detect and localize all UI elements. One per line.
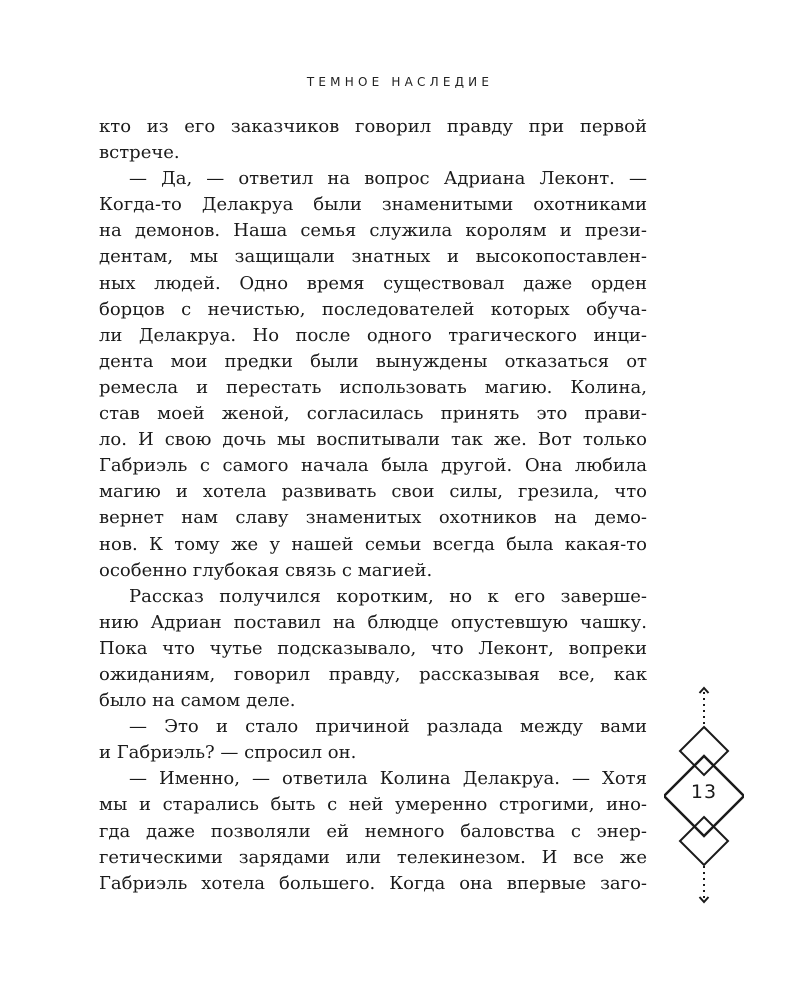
text-line: — Это и стало причиной разлада между вами bbox=[129, 716, 647, 738]
text-line: мы и старались быть с ней умеренно строгими, ино- bbox=[99, 794, 647, 816]
text-line: нов. К тому же у нашей семьи всегда была какая-то bbox=[99, 533, 647, 555]
text-line: магию и хотела развивать свои силы, грезила, что bbox=[99, 481, 647, 503]
text-line: на демонов. Наша семья служила королям и прези- bbox=[99, 220, 647, 242]
text-line: ли Делакруа. Но после одного трагического инци- bbox=[99, 324, 647, 346]
lower-diamond-icon bbox=[680, 817, 728, 865]
text-line: и Габриэль? — спросил он. bbox=[99, 742, 357, 764]
body-text bbox=[99, 114, 647, 897]
text-line: дента мои предки были вынуждены отказаться от bbox=[99, 350, 647, 372]
text-line: дентам, мы защищали знатных и высокопоставлен- bbox=[99, 246, 647, 268]
text-line: Габриэль с самого начала была другой. Она любила bbox=[99, 455, 647, 477]
text-line: Габриэль хотела большего. Когда она впервые заго- bbox=[99, 872, 647, 894]
text-line: ных людей. Одно время существовал даже орден bbox=[99, 272, 647, 294]
text-line: вернет нам славу знаменитых охотников на демо- bbox=[99, 507, 647, 529]
text-line: было на самом деле. bbox=[99, 690, 296, 712]
upper-diamond-icon bbox=[680, 727, 728, 775]
page-number: 13 bbox=[690, 781, 718, 803]
text-line: став моей женой, согласилась принять это прави- bbox=[99, 403, 647, 425]
text-line: ремесла и перестать использовать магию. Колина, bbox=[99, 376, 647, 398]
text-line: Пока что чутье подсказывало, что Леконт, вопреки bbox=[99, 637, 647, 659]
text-line: особенно глубокая связь с магией. bbox=[99, 559, 433, 581]
text-line: — Именно, — ответила Колина Делакруа. — Хотя bbox=[129, 768, 647, 790]
text-line: гетическими зарядами или телекинезом. И все же bbox=[99, 846, 647, 868]
text-line: гда даже позволяли ей немного баловства с энер- bbox=[99, 820, 647, 842]
text-line: — Да, — ответил на вопрос Адриана Леконт. — bbox=[129, 168, 647, 190]
text-line: Когда-то Делакруа были знаменитыми охотниками bbox=[99, 194, 647, 216]
text-line: встрече. bbox=[99, 142, 180, 164]
text-line: кто из его заказчиков говорил правду при первой bbox=[99, 116, 647, 137]
text-line: борцов с нечистью, последователей которых обуча- bbox=[99, 298, 647, 320]
text-line: нию Адриан поставил на блюдце опустевшую чашку. bbox=[99, 611, 647, 633]
text-line: ожиданиям, говорил правду, рассказывая все, как bbox=[99, 663, 647, 685]
text-line: Рассказ получился коротким, но к его заверше- bbox=[129, 585, 647, 607]
text-line: ло. И свою дочь мы воспитывали так же. Вот только bbox=[99, 429, 647, 451]
running-head-title: ТЕМНОЕ НАСЛЕДИЕ bbox=[306, 75, 494, 89]
